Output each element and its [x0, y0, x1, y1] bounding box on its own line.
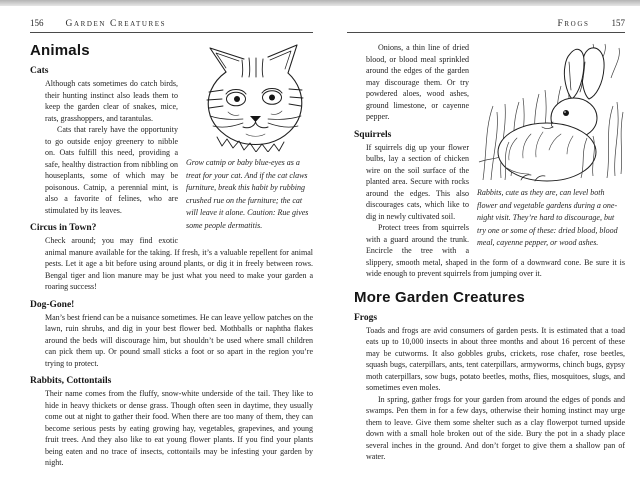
heading-squirrels: Squirrels: [354, 129, 392, 140]
cat-figure: [186, 42, 313, 232]
paragraph: Toads and frogs are avid consumers of garden pests. It is estimated that a toad eats up to 10,000 insects in about three months and about 16 percent of these may be cutworms. It also gobbles grubs, crickets, rose chafer, rose beetles, squash bugs, caterpillars, ants, tent caterpillars, armyworms, chinch bugs, gypsy moth caterpillars, sow bugs, potato beetles, moths, flies, mosquitoes, slugs, and sometimes even moles.: [366, 325, 625, 392]
paragraph: Protect trees from squirrels with a guard around the trunk. Encircle the tree with a slippery, smooth metal, shaped in the form of a downward cone. Be sure it is wide enough to prevent squirrels from jumping over it.: [366, 223, 625, 278]
left-page-content: [30, 42, 313, 469]
section-title-more-garden-creatures: More Garden Creatures: [354, 288, 525, 306]
right-page-content: [347, 42, 625, 463]
rabbit-caption: Rabbits, cute as they are, can level both flower and vegetable gardens during a one-night visit. They’re hard to discourage, but try one or some of these: dried blood, blood meal, cayenne pepper, or wood ashes.: [477, 188, 618, 247]
left-running-head: Garden Creatures: [65, 19, 167, 29]
cat-caption: Grow catnip or baby blue-eyes as a treat for your cat. And if the cat claws furniture, break this habit by rubbing crushed rue on the furniture; the cat will leave it alone. Caution: Rue gives some people dermatitis.: [186, 158, 309, 230]
heading-cats: Cats: [30, 66, 49, 76]
heading-dog-gone: Dog-Gone!: [30, 299, 75, 310]
heading-circus-in-town: Circus in Town?: [30, 223, 97, 233]
paragraph: In spring, gather frogs for your garden from around the edges of ponds and swamps. Pen them in for a few days, otherwise their homing instinct may urge them to leave. Give them some shelter such as a clay flowerpot turned upside down with a small hole broken out of the side. Bury the pot in a shady place several inches in the ground. And don’t forget to give them a shallow pan of water.: [366, 394, 625, 461]
left-page: [30, 18, 313, 469]
paragraph: Although cats sometimes do catch birds, their hunting instinct also leads them to keep the garden clear of snakes, mice, rats, grasshoppers, and tarantulas.: [45, 79, 178, 123]
cat-illustration: [198, 42, 313, 152]
right-running-head: Frogs: [557, 19, 590, 29]
continuation-paragraph: Onions, a thin line of dried blood, or blood meal sprinkled around the edges of the garden may discourage them. Or try powdered aloes, wood ashes, ground limestone, or cayenne pepper.: [366, 43, 469, 121]
section-title-animals: Animals: [30, 42, 90, 59]
right-header-rule: [347, 32, 625, 33]
paragraph: Cats that rarely have the opportunity to go outside enjoy greenery to nibble on. Oats fulfill this need, providing a safe, healthy distraction from nibbling on houseplants, some of which may be poisonous. Catnip, a perennial mint, is also a favorite of felines, who are stimulated by its leaves.: [45, 125, 178, 215]
paragraph: Check around; you may find exotic animal manure available for the taking. If fresh, it’s a valuable repellent for animal pests. Let it age a bit before using around plants, or dig it in freely between rows. Bengal tiger and lion manure may be just what you need to make your garden a roaring success!: [45, 236, 313, 291]
paragraph: If squirrels dig up your flower bulbs, lay a section of chicken wire on the soil surface of the planted area. Secure with rocks around the edges. This also discourages cats, which like to dig in newly cultivated soil.: [366, 142, 469, 221]
left-page-number: 156: [30, 18, 44, 28]
paragraph: Man’s best friend can be a nuisance sometimes. He can leave yellow patches on the lawn, ruin shrubs, and dig in your best flower bed. Mothballs or naphtha flakes around the beds will discourage him, but shouldn’t be used where small children can pick them up. Or pound small sticks a foot or so apart in the region you’re trying to protect.: [45, 312, 313, 368]
right-page: [347, 18, 625, 463]
heading-rabbits-cottontails: Rabbits, Cottontails: [30, 376, 112, 386]
rabbit-illustration: [477, 42, 625, 182]
scan-edge: [0, 0, 640, 6]
right-page-number: 157: [611, 18, 625, 28]
heading-frogs: Frogs: [354, 312, 378, 323]
paragraph: Their name comes from the fluffy, snow-white underside of the tail. They like to hide in heavy thickets or dense grass. Though often seen in daytime, they usually come out at night to gather their food. When there are too many of them, they can become serious pests by eating growing hay, vegetables, grapevines, and young fruit trees. And they also like to eat young flower plants. If you find your plants being eaten and no trace of insects, cottontails may be infesting your garden by night.: [45, 389, 313, 467]
rabbit-figure: [477, 42, 625, 250]
left-header-rule: [30, 32, 313, 33]
right-page-header: [347, 18, 625, 29]
left-page-header: [30, 18, 313, 29]
